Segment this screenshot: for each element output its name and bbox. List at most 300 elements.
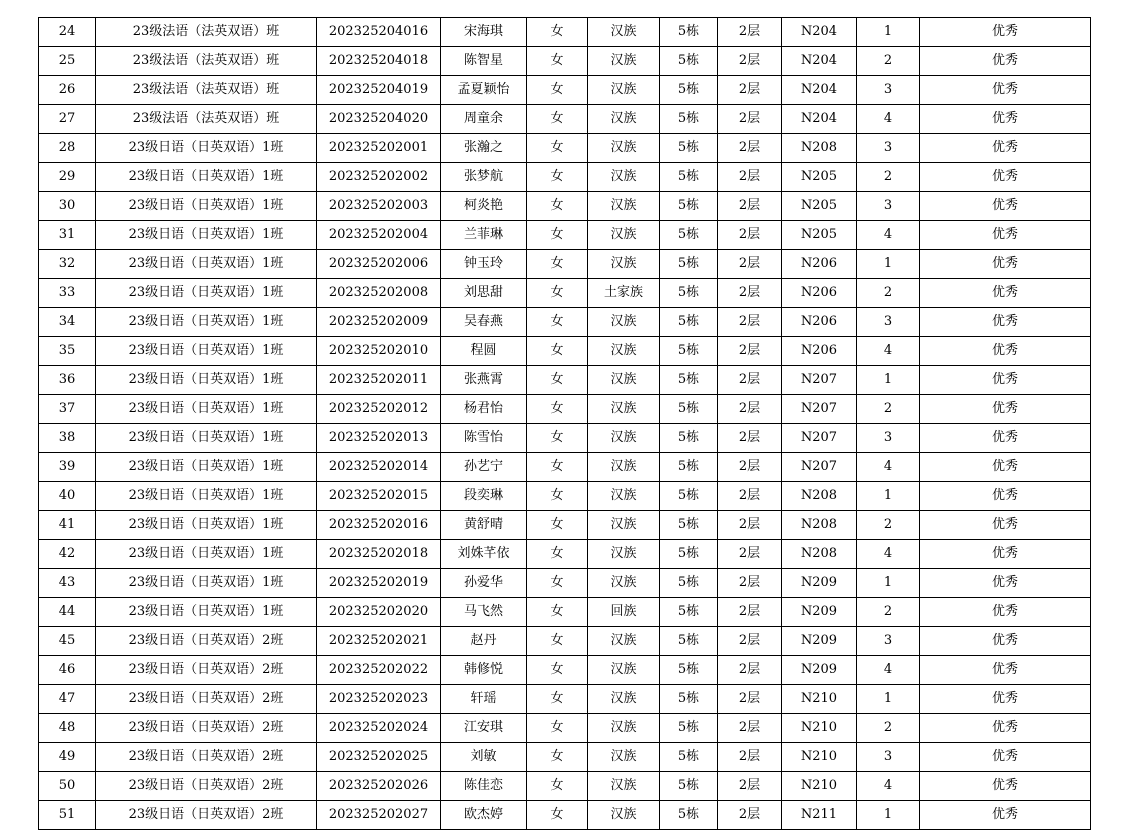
name-cell: 陈智星: [441, 47, 527, 76]
gender-cell: 女: [527, 482, 588, 511]
ethnicity-cell: 汉族: [588, 250, 660, 279]
rating-cell: 优秀: [920, 627, 1091, 656]
floor-cell: 2层: [718, 366, 782, 395]
building-cell: 5栋: [660, 337, 718, 366]
seq-no-cell: 48: [39, 714, 96, 743]
room-cell: N208: [782, 482, 857, 511]
seq-no-cell: 31: [39, 221, 96, 250]
class-cell: 23级日语（日英双语）2班: [96, 714, 317, 743]
student-id-cell: 202325204018: [317, 47, 441, 76]
gender-cell: 女: [527, 366, 588, 395]
gender-cell: 女: [527, 163, 588, 192]
ethnicity-cell: 汉族: [588, 424, 660, 453]
table-row: [39, 685, 1091, 714]
bed-cell: 1: [857, 685, 920, 714]
table-row: [39, 221, 1091, 250]
class-cell: 23级日语（日英双语）2班: [96, 656, 317, 685]
class-cell: 23级日语（日英双语）2班: [96, 801, 317, 830]
student-id-cell: 202325202010: [317, 337, 441, 366]
room-cell: N206: [782, 250, 857, 279]
student-id-cell: 202325202024: [317, 714, 441, 743]
bed-cell: 2: [857, 598, 920, 627]
gender-cell: 女: [527, 540, 588, 569]
ethnicity-cell: 汉族: [588, 482, 660, 511]
ethnicity-cell: 汉族: [588, 221, 660, 250]
table-row: [39, 250, 1091, 279]
seq-no-cell: 36: [39, 366, 96, 395]
room-cell: N207: [782, 366, 857, 395]
building-cell: 5栋: [660, 598, 718, 627]
class-cell: 23级日语（日英双语）2班: [96, 627, 317, 656]
name-cell: 孟夏颖怡: [441, 76, 527, 105]
floor-cell: 2层: [718, 453, 782, 482]
class-cell: 23级日语（日英双语）2班: [96, 743, 317, 772]
floor-cell: 2层: [718, 250, 782, 279]
room-cell: N208: [782, 540, 857, 569]
student-id-cell: 202325202023: [317, 685, 441, 714]
student-id-cell: 202325202019: [317, 569, 441, 598]
building-cell: 5栋: [660, 18, 718, 47]
student-id-cell: 202325202002: [317, 163, 441, 192]
name-cell: 赵丹: [441, 627, 527, 656]
gender-cell: 女: [527, 685, 588, 714]
floor-cell: 2层: [718, 627, 782, 656]
floor-cell: 2层: [718, 18, 782, 47]
table-row: [39, 395, 1091, 424]
student-id-cell: 202325202026: [317, 772, 441, 801]
student-id-cell: 202325202020: [317, 598, 441, 627]
class-cell: 23级日语（日英双语）1班: [96, 511, 317, 540]
rating-cell: 优秀: [920, 511, 1091, 540]
gender-cell: 女: [527, 656, 588, 685]
bed-cell: 4: [857, 453, 920, 482]
ethnicity-cell: 汉族: [588, 308, 660, 337]
room-cell: N210: [782, 743, 857, 772]
rating-cell: 优秀: [920, 192, 1091, 221]
ethnicity-cell: 汉族: [588, 569, 660, 598]
seq-no-cell: 45: [39, 627, 96, 656]
bed-cell: 4: [857, 656, 920, 685]
student-id-cell: 202325204020: [317, 105, 441, 134]
ethnicity-cell: 汉族: [588, 540, 660, 569]
building-cell: 5栋: [660, 47, 718, 76]
room-cell: N204: [782, 18, 857, 47]
room-cell: N207: [782, 424, 857, 453]
name-cell: 黄舒晴: [441, 511, 527, 540]
room-cell: N211: [782, 801, 857, 830]
ethnicity-cell: 汉族: [588, 656, 660, 685]
room-cell: N205: [782, 192, 857, 221]
building-cell: 5栋: [660, 424, 718, 453]
seq-no-cell: 25: [39, 47, 96, 76]
bed-cell: 4: [857, 540, 920, 569]
class-cell: 23级日语（日英双语）1班: [96, 395, 317, 424]
seq-no-cell: 43: [39, 569, 96, 598]
student-id-cell: 202325202003: [317, 192, 441, 221]
ethnicity-cell: 汉族: [588, 18, 660, 47]
name-cell: 杨君怡: [441, 395, 527, 424]
bed-cell: 2: [857, 163, 920, 192]
gender-cell: 女: [527, 134, 588, 163]
seq-no-cell: 28: [39, 134, 96, 163]
class-cell: 23级日语（日英双语）1班: [96, 279, 317, 308]
student-id-cell: 202325202004: [317, 221, 441, 250]
rating-cell: 优秀: [920, 105, 1091, 134]
name-cell: 陈雪怡: [441, 424, 527, 453]
bed-cell: 4: [857, 337, 920, 366]
floor-cell: 2层: [718, 656, 782, 685]
bed-cell: 2: [857, 714, 920, 743]
table-row: [39, 656, 1091, 685]
building-cell: 5栋: [660, 105, 718, 134]
name-cell: 宋海琪: [441, 18, 527, 47]
seq-no-cell: 27: [39, 105, 96, 134]
bed-cell: 1: [857, 801, 920, 830]
gender-cell: 女: [527, 76, 588, 105]
name-cell: 欧杰婷: [441, 801, 527, 830]
floor-cell: 2层: [718, 134, 782, 163]
bed-cell: 2: [857, 279, 920, 308]
ethnicity-cell: 汉族: [588, 366, 660, 395]
seq-no-cell: 26: [39, 76, 96, 105]
seq-no-cell: 29: [39, 163, 96, 192]
student-id-cell: 202325202009: [317, 308, 441, 337]
name-cell: 段奕琳: [441, 482, 527, 511]
rating-cell: 优秀: [920, 221, 1091, 250]
seq-no-cell: 41: [39, 511, 96, 540]
floor-cell: 2层: [718, 279, 782, 308]
class-cell: 23级日语（日英双语）1班: [96, 569, 317, 598]
seq-no-cell: 50: [39, 772, 96, 801]
room-cell: N204: [782, 47, 857, 76]
class-cell: 23级日语（日英双语）1班: [96, 337, 317, 366]
table-row: [39, 743, 1091, 772]
rating-cell: 优秀: [920, 395, 1091, 424]
building-cell: 5栋: [660, 743, 718, 772]
floor-cell: 2层: [718, 424, 782, 453]
floor-cell: 2层: [718, 772, 782, 801]
building-cell: 5栋: [660, 76, 718, 105]
bed-cell: 4: [857, 772, 920, 801]
rating-cell: 优秀: [920, 569, 1091, 598]
building-cell: 5栋: [660, 453, 718, 482]
dormitory-roster-table: [38, 17, 1091, 830]
building-cell: 5栋: [660, 511, 718, 540]
floor-cell: 2层: [718, 163, 782, 192]
gender-cell: 女: [527, 105, 588, 134]
table-row: [39, 337, 1091, 366]
class-cell: 23级日语（日英双语）1班: [96, 424, 317, 453]
gender-cell: 女: [527, 743, 588, 772]
building-cell: 5栋: [660, 540, 718, 569]
room-cell: N206: [782, 279, 857, 308]
name-cell: 轩瑶: [441, 685, 527, 714]
room-cell: N207: [782, 453, 857, 482]
floor-cell: 2层: [718, 47, 782, 76]
student-id-cell: 202325202013: [317, 424, 441, 453]
floor-cell: 2层: [718, 192, 782, 221]
student-id-cell: 202325202015: [317, 482, 441, 511]
name-cell: 吴春燕: [441, 308, 527, 337]
table-row: [39, 163, 1091, 192]
gender-cell: 女: [527, 337, 588, 366]
table-body: [39, 18, 1091, 830]
ethnicity-cell: 汉族: [588, 453, 660, 482]
rating-cell: 优秀: [920, 76, 1091, 105]
room-cell: N209: [782, 598, 857, 627]
bed-cell: 2: [857, 511, 920, 540]
class-cell: 23级日语（日英双语）1班: [96, 366, 317, 395]
gender-cell: 女: [527, 250, 588, 279]
building-cell: 5栋: [660, 772, 718, 801]
building-cell: 5栋: [660, 627, 718, 656]
class-cell: 23级法语（法英双语）班: [96, 47, 317, 76]
name-cell: 陈佳恋: [441, 772, 527, 801]
student-id-cell: 202325202014: [317, 453, 441, 482]
student-id-cell: 202325202027: [317, 801, 441, 830]
ethnicity-cell: 汉族: [588, 395, 660, 424]
seq-no-cell: 38: [39, 424, 96, 453]
rating-cell: 优秀: [920, 366, 1091, 395]
bed-cell: 1: [857, 569, 920, 598]
name-cell: 江安琪: [441, 714, 527, 743]
rating-cell: 优秀: [920, 279, 1091, 308]
ethnicity-cell: 汉族: [588, 163, 660, 192]
table-row: [39, 47, 1091, 76]
student-id-cell: 202325202021: [317, 627, 441, 656]
building-cell: 5栋: [660, 569, 718, 598]
ethnicity-cell: 汉族: [588, 772, 660, 801]
class-cell: 23级日语（日英双语）1班: [96, 598, 317, 627]
bed-cell: 1: [857, 18, 920, 47]
bed-cell: 4: [857, 105, 920, 134]
class-cell: 23级日语（日英双语）1班: [96, 221, 317, 250]
floor-cell: 2层: [718, 743, 782, 772]
gender-cell: 女: [527, 279, 588, 308]
seq-no-cell: 33: [39, 279, 96, 308]
building-cell: 5栋: [660, 656, 718, 685]
table-row: [39, 18, 1091, 47]
room-cell: N206: [782, 337, 857, 366]
floor-cell: 2层: [718, 395, 782, 424]
floor-cell: 2层: [718, 685, 782, 714]
seq-no-cell: 39: [39, 453, 96, 482]
rating-cell: 优秀: [920, 18, 1091, 47]
building-cell: 5栋: [660, 134, 718, 163]
class-cell: 23级法语（法英双语）班: [96, 76, 317, 105]
ethnicity-cell: 汉族: [588, 337, 660, 366]
floor-cell: 2层: [718, 105, 782, 134]
bed-cell: 1: [857, 482, 920, 511]
room-cell: N209: [782, 656, 857, 685]
bed-cell: 3: [857, 308, 920, 337]
gender-cell: 女: [527, 569, 588, 598]
seq-no-cell: 40: [39, 482, 96, 511]
table-row: [39, 540, 1091, 569]
bed-cell: 2: [857, 395, 920, 424]
seq-no-cell: 37: [39, 395, 96, 424]
gender-cell: 女: [527, 395, 588, 424]
seq-no-cell: 46: [39, 656, 96, 685]
class-cell: 23级日语（日英双语）1班: [96, 453, 317, 482]
name-cell: 程圆: [441, 337, 527, 366]
table-row: [39, 598, 1091, 627]
class-cell: 23级日语（日英双语）1班: [96, 134, 317, 163]
gender-cell: 女: [527, 453, 588, 482]
room-cell: N206: [782, 308, 857, 337]
seq-no-cell: 34: [39, 308, 96, 337]
floor-cell: 2层: [718, 76, 782, 105]
floor-cell: 2层: [718, 714, 782, 743]
name-cell: 张燕霄: [441, 366, 527, 395]
rating-cell: 优秀: [920, 424, 1091, 453]
rating-cell: 优秀: [920, 163, 1091, 192]
class-cell: 23级日语（日英双语）1班: [96, 163, 317, 192]
seq-no-cell: 32: [39, 250, 96, 279]
name-cell: 刘姝芊依: [441, 540, 527, 569]
class-cell: 23级日语（日英双语）1班: [96, 482, 317, 511]
building-cell: 5栋: [660, 192, 718, 221]
ethnicity-cell: 汉族: [588, 743, 660, 772]
table-row: [39, 192, 1091, 221]
class-cell: 23级日语（日英双语）1班: [96, 192, 317, 221]
floor-cell: 2层: [718, 801, 782, 830]
student-id-cell: 202325202025: [317, 743, 441, 772]
name-cell: 周童余: [441, 105, 527, 134]
bed-cell: 3: [857, 192, 920, 221]
rating-cell: 优秀: [920, 540, 1091, 569]
building-cell: 5栋: [660, 395, 718, 424]
rating-cell: 优秀: [920, 47, 1091, 76]
room-cell: N207: [782, 395, 857, 424]
seq-no-cell: 35: [39, 337, 96, 366]
name-cell: 马飞然: [441, 598, 527, 627]
name-cell: 钟玉玲: [441, 250, 527, 279]
table-row: [39, 627, 1091, 656]
floor-cell: 2层: [718, 337, 782, 366]
building-cell: 5栋: [660, 279, 718, 308]
floor-cell: 2层: [718, 569, 782, 598]
room-cell: N204: [782, 76, 857, 105]
ethnicity-cell: 土家族: [588, 279, 660, 308]
floor-cell: 2层: [718, 482, 782, 511]
gender-cell: 女: [527, 714, 588, 743]
name-cell: 张瀚之: [441, 134, 527, 163]
table-row: [39, 308, 1091, 337]
building-cell: 5栋: [660, 685, 718, 714]
table-row: [39, 366, 1091, 395]
ethnicity-cell: 汉族: [588, 76, 660, 105]
bed-cell: 1: [857, 250, 920, 279]
name-cell: 刘敏: [441, 743, 527, 772]
room-cell: N209: [782, 569, 857, 598]
rating-cell: 优秀: [920, 714, 1091, 743]
table-row: [39, 134, 1091, 163]
bed-cell: 3: [857, 134, 920, 163]
table-row: [39, 511, 1091, 540]
rating-cell: 优秀: [920, 337, 1091, 366]
gender-cell: 女: [527, 801, 588, 830]
class-cell: 23级日语（日英双语）2班: [96, 772, 317, 801]
student-id-cell: 202325202006: [317, 250, 441, 279]
ethnicity-cell: 汉族: [588, 134, 660, 163]
gender-cell: 女: [527, 598, 588, 627]
class-cell: 23级日语（日英双语）1班: [96, 250, 317, 279]
student-id-cell: 202325202008: [317, 279, 441, 308]
ethnicity-cell: 汉族: [588, 192, 660, 221]
rating-cell: 优秀: [920, 656, 1091, 685]
building-cell: 5栋: [660, 163, 718, 192]
ethnicity-cell: 汉族: [588, 627, 660, 656]
gender-cell: 女: [527, 772, 588, 801]
table-row: [39, 424, 1091, 453]
floor-cell: 2层: [718, 221, 782, 250]
name-cell: 孙爱华: [441, 569, 527, 598]
bed-cell: 1: [857, 366, 920, 395]
gender-cell: 女: [527, 192, 588, 221]
room-cell: N208: [782, 134, 857, 163]
name-cell: 兰菲琳: [441, 221, 527, 250]
class-cell: 23级法语（法英双语）班: [96, 18, 317, 47]
student-id-cell: 202325202018: [317, 540, 441, 569]
room-cell: N208: [782, 511, 857, 540]
building-cell: 5栋: [660, 366, 718, 395]
name-cell: 孙艺宁: [441, 453, 527, 482]
name-cell: 张梦航: [441, 163, 527, 192]
student-id-cell: 202325202022: [317, 656, 441, 685]
table-row: [39, 569, 1091, 598]
ethnicity-cell: 汉族: [588, 801, 660, 830]
table-row: [39, 714, 1091, 743]
rating-cell: 优秀: [920, 250, 1091, 279]
rating-cell: 优秀: [920, 482, 1091, 511]
name-cell: 刘思甜: [441, 279, 527, 308]
seq-no-cell: 42: [39, 540, 96, 569]
floor-cell: 2层: [718, 540, 782, 569]
student-id-cell: 202325204016: [317, 18, 441, 47]
rating-cell: 优秀: [920, 134, 1091, 163]
building-cell: 5栋: [660, 221, 718, 250]
student-id-cell: 202325202012: [317, 395, 441, 424]
gender-cell: 女: [527, 511, 588, 540]
gender-cell: 女: [527, 221, 588, 250]
table-row: [39, 453, 1091, 482]
bed-cell: 2: [857, 47, 920, 76]
gender-cell: 女: [527, 308, 588, 337]
seq-no-cell: 47: [39, 685, 96, 714]
room-cell: N209: [782, 627, 857, 656]
seq-no-cell: 44: [39, 598, 96, 627]
floor-cell: 2层: [718, 511, 782, 540]
ethnicity-cell: 汉族: [588, 511, 660, 540]
seq-no-cell: 51: [39, 801, 96, 830]
rating-cell: 优秀: [920, 685, 1091, 714]
seq-no-cell: 49: [39, 743, 96, 772]
gender-cell: 女: [527, 424, 588, 453]
room-cell: N210: [782, 714, 857, 743]
seq-no-cell: 24: [39, 18, 96, 47]
gender-cell: 女: [527, 47, 588, 76]
room-cell: N210: [782, 772, 857, 801]
rating-cell: 优秀: [920, 453, 1091, 482]
building-cell: 5栋: [660, 714, 718, 743]
class-cell: 23级日语（日英双语）1班: [96, 540, 317, 569]
table-row: [39, 279, 1091, 308]
class-cell: 23级日语（日英双语）1班: [96, 308, 317, 337]
floor-cell: 2层: [718, 308, 782, 337]
rating-cell: 优秀: [920, 801, 1091, 830]
table-row: [39, 482, 1091, 511]
